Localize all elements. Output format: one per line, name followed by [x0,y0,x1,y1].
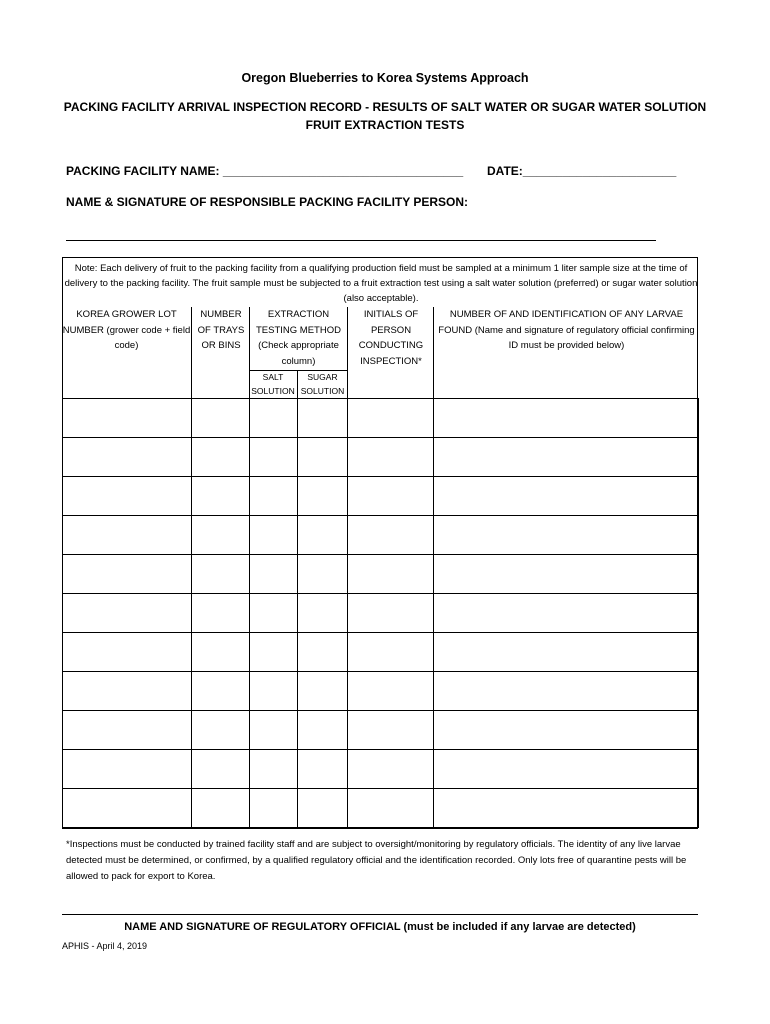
trays-cell[interactable] [192,516,250,555]
subcol-sugar-solution: SUGAR SOLUTION [300,372,345,396]
inspection-entry-table [62,398,699,828]
sugar-solution-cell[interactable] [298,789,348,828]
initials-cell[interactable] [348,594,434,633]
col-header-larvae: NUMBER OF AND IDENTIFICATION OF ANY LARVAE FOUND (Name and signature of regulatory official confirming ID must be provided below) [438,309,695,351]
lot-number-cell[interactable] [63,438,192,477]
delivery-note: Note: Each delivery of fruit to the packing facility from a qualifying production field must be sampled at a minimum 1 liter sample size at the time of delivery to the packing facility. The fruit sample must be subjected to a fruit extraction test using a salt water solution (preferred) or sugar water solution (also acceptable). [64,263,698,304]
lot-number-cell[interactable] [63,594,192,633]
larvae-cell[interactable] [434,633,699,672]
trays-cell[interactable] [192,477,250,516]
regulatory-official-signature-label: NAME AND SIGNATURE OF REGULATORY OFFICIAL (must be included if any larvae are detected) [124,921,636,933]
lot-number-cell[interactable] [63,789,192,828]
regulatory-official-signature-line[interactable] [62,914,698,915]
table-row [63,516,699,555]
larvae-cell[interactable] [434,750,699,789]
table-row [63,438,699,477]
initials-cell[interactable] [348,399,434,438]
trays-cell[interactable] [192,750,250,789]
lot-number-cell[interactable] [63,399,192,438]
table-row [63,477,699,516]
document-id: APHIS - April 4, 2019 [62,941,148,951]
larvae-cell[interactable] [434,516,699,555]
responsible-person-label: NAME & SIGNATURE OF RESPONSIBLE PACKING FACILITY PERSON: [66,195,469,209]
facility-name-field[interactable]: PACKING FACILITY NAME: ____________________________________ [66,164,464,178]
salt-solution-cell[interactable] [250,438,298,477]
table-row [63,711,699,750]
col-header-lot-number: KOREA GROWER LOT NUMBER (grower code + field code) [62,309,191,351]
sugar-solution-cell[interactable] [298,477,348,516]
salt-solution-cell[interactable] [250,750,298,789]
initials-cell[interactable] [348,789,434,828]
salt-solution-cell[interactable] [250,399,298,438]
trays-cell[interactable] [192,594,250,633]
lot-number-cell[interactable] [63,672,192,711]
responsible-person-signature-line[interactable] [66,240,656,241]
col-header-trays: NUMBER OF TRAYS OR BINS [197,309,245,351]
sugar-solution-cell[interactable] [298,399,348,438]
sugar-solution-cell[interactable] [298,750,348,789]
salt-solution-cell[interactable] [250,672,298,711]
initials-cell[interactable] [348,438,434,477]
inspection-footnote: *Inspections must be conducted by trained facility staff and are subject to oversight/monitoring by regulatory officials. The identity of any live larvae detected must be determined, or confirmed, by a qualified regulatory official and the identification recorded. Only lots free of quarantine pests will be allowed to pack for export to Korea. [66,839,687,882]
initials-cell[interactable] [348,750,434,789]
lot-number-cell[interactable] [63,555,192,594]
initials-cell[interactable] [348,555,434,594]
trays-cell[interactable] [192,633,250,672]
larvae-cell[interactable] [434,438,699,477]
larvae-cell[interactable] [434,672,699,711]
subcol-salt-solution: SALT SOLUTION [251,372,295,396]
col-header-extraction-method: EXTRACTION TESTING METHOD (Check appropriate column) [256,309,341,367]
trays-cell[interactable] [192,399,250,438]
table-row [63,399,699,438]
table-row [63,633,699,672]
salt-solution-cell[interactable] [250,789,298,828]
trays-cell[interactable] [192,672,250,711]
header-divider-1 [191,307,192,398]
salt-solution-cell[interactable] [250,594,298,633]
salt-solution-cell[interactable] [250,477,298,516]
lot-number-cell[interactable] [63,477,192,516]
table-row [63,594,699,633]
larvae-cell[interactable] [434,399,699,438]
lot-number-cell[interactable] [63,711,192,750]
lot-number-cell[interactable] [63,516,192,555]
salt-solution-cell[interactable] [250,555,298,594]
table-row [63,750,699,789]
larvae-cell[interactable] [434,555,699,594]
trays-cell[interactable] [192,789,250,828]
col-header-initials: INITIALS OF PERSON CONDUCTING INSPECTION* [358,309,424,367]
salt-solution-cell[interactable] [250,516,298,555]
trays-cell[interactable] [192,555,250,594]
date-field[interactable]: DATE:_______________________ [487,164,677,178]
initials-cell[interactable] [348,672,434,711]
table-row [63,555,699,594]
document-subtitle: PACKING FACILITY ARRIVAL INSPECTION RECORD - RESULTS OF SALT WATER OR SUGAR WATER SOLUTION FRUIT EXTRACTION TESTS [63,100,707,132]
initials-cell[interactable] [348,516,434,555]
document-title: Oregon Blueberries to Korea Systems Approach [241,71,529,85]
header-divider-3 [347,307,348,398]
header-divider-4 [433,307,434,398]
salt-solution-cell[interactable] [250,633,298,672]
sugar-solution-cell[interactable] [298,594,348,633]
lot-number-cell[interactable] [63,633,192,672]
larvae-cell[interactable] [434,594,699,633]
sugar-solution-cell[interactable] [298,555,348,594]
initials-cell[interactable] [348,477,434,516]
table-row [63,672,699,711]
initials-cell[interactable] [348,711,434,750]
trays-cell[interactable] [192,711,250,750]
sugar-solution-cell[interactable] [298,633,348,672]
table-row [63,789,699,828]
larvae-cell[interactable] [434,477,699,516]
sugar-solution-cell[interactable] [298,711,348,750]
sugar-solution-cell[interactable] [298,516,348,555]
lot-number-cell[interactable] [63,750,192,789]
trays-cell[interactable] [192,438,250,477]
salt-solution-cell[interactable] [250,711,298,750]
initials-cell[interactable] [348,633,434,672]
sugar-solution-cell[interactable] [298,438,348,477]
larvae-cell[interactable] [434,789,699,828]
sugar-solution-cell[interactable] [298,672,348,711]
larvae-cell[interactable] [434,711,699,750]
